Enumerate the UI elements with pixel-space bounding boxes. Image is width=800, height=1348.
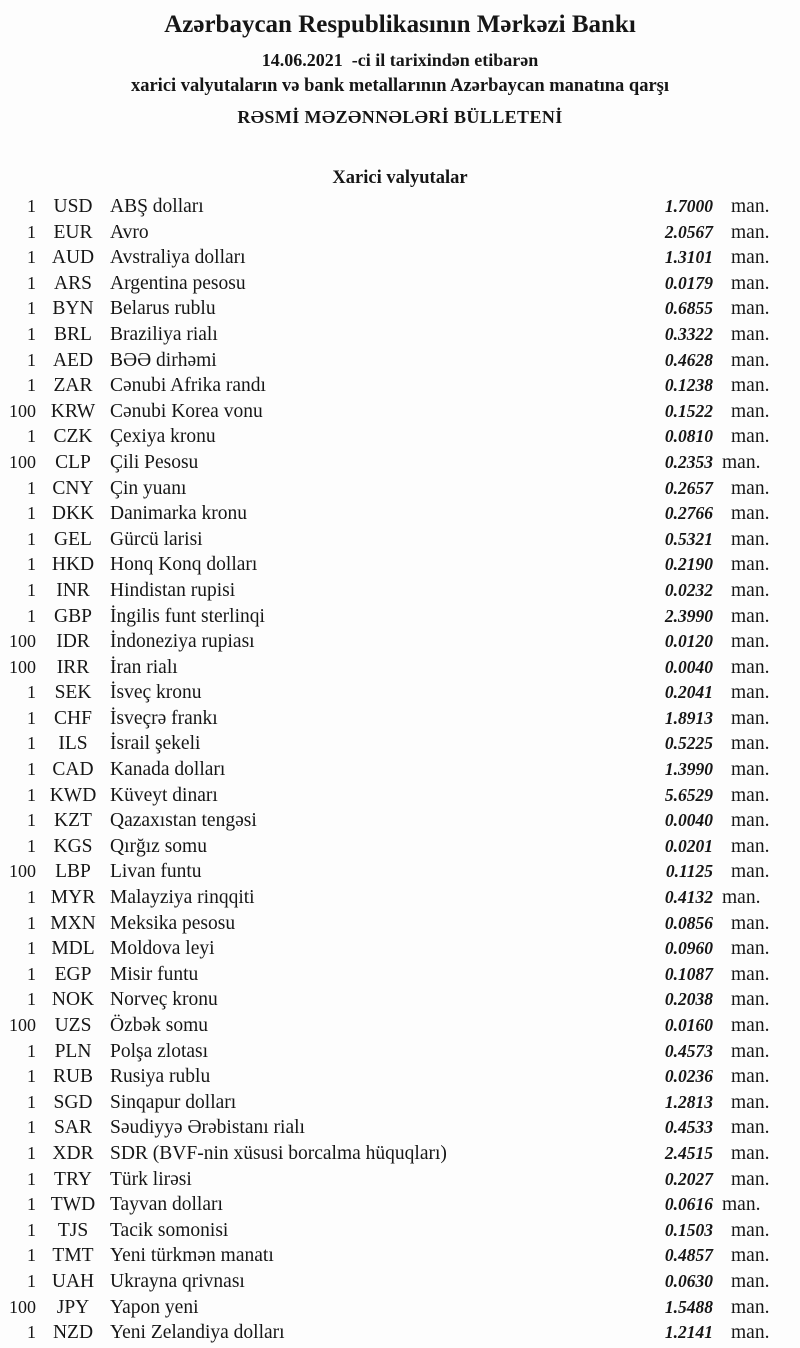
rate-row xyxy=(0,757,800,783)
rate-row xyxy=(0,322,800,348)
quantity-value: 1 xyxy=(27,323,36,344)
currency-name: Kanada dolları xyxy=(110,759,226,781)
quantity-value: 1 xyxy=(27,477,36,498)
quantity-value: 1 xyxy=(27,1270,36,1291)
currency-code: EGP xyxy=(54,963,92,985)
quantity-value: 1 xyxy=(27,579,36,600)
exchange-rate-value: 0.4132 xyxy=(664,887,713,908)
unit-label: man. xyxy=(731,579,770,601)
currency-code: XDR xyxy=(52,1142,94,1164)
exchange-rate-value: 0.2657 xyxy=(664,477,713,498)
currency-name: Küveyt dinarı xyxy=(110,784,218,806)
quantity-value: 1 xyxy=(27,963,36,984)
rate-row xyxy=(0,1320,800,1346)
unit-label: man. xyxy=(731,1091,770,1113)
exchange-rate-value: 0.0236 xyxy=(664,1066,713,1087)
quantity-value: 1 xyxy=(27,1219,36,1240)
exchange-rate-value: 2.3990 xyxy=(664,605,713,626)
quantity-value: 1 xyxy=(27,247,36,268)
rate-row xyxy=(0,1167,800,1193)
currency-code: EUR xyxy=(53,221,93,243)
exchange-rate-value: 2.0567 xyxy=(664,221,713,242)
quantity-value: 1 xyxy=(27,810,36,831)
currency-code: KRW xyxy=(50,400,96,422)
currency-code: MDL xyxy=(51,938,95,960)
unit-label: man. xyxy=(731,503,770,525)
currency-name: Ukrayna qrivnası xyxy=(110,1270,245,1292)
exchange-rate-value: 2.4515 xyxy=(664,1142,713,1163)
currency-name: Cənubi Afrika randı xyxy=(110,375,266,397)
rate-row xyxy=(0,936,800,962)
rate-row xyxy=(0,450,800,476)
rate-row xyxy=(0,424,800,450)
currency-name: Danimarka kronu xyxy=(110,503,247,525)
currency-name: Avstraliya dolları xyxy=(110,247,246,269)
currency-code: KGS xyxy=(53,835,93,857)
effective-date-line: 14.06.2021 -ci il tarixindən etibarən xyxy=(261,50,539,70)
quantity-value: 1 xyxy=(27,835,36,856)
exchange-rate-value: 0.2038 xyxy=(664,989,713,1010)
currency-name: Norveç kronu xyxy=(110,989,218,1011)
currency-code: TWD xyxy=(50,1194,96,1216)
unit-label: man. xyxy=(731,1322,770,1344)
unit-label: man. xyxy=(731,1168,770,1190)
currency-name: Livan funtu xyxy=(110,861,202,883)
unit-label: man. xyxy=(731,298,770,320)
exchange-rates-table xyxy=(0,194,800,1346)
currency-name: Moldova leyi xyxy=(110,938,215,960)
exchange-rate-value: 0.2041 xyxy=(664,682,713,703)
currency-code: KZT xyxy=(54,810,92,832)
unit-label: man. xyxy=(731,375,770,397)
quantity-value: 1 xyxy=(27,784,36,805)
quantity-value: 1 xyxy=(27,707,36,728)
rate-row xyxy=(0,680,800,706)
exchange-rate-value: 0.4573 xyxy=(664,1040,713,1061)
unit-label: man. xyxy=(731,631,770,653)
currency-code: CHF xyxy=(54,707,92,729)
rate-row xyxy=(0,1115,800,1141)
unit-label: man. xyxy=(731,221,770,243)
exchange-rate-value: 0.4628 xyxy=(664,349,713,370)
exchange-rate-value: 0.5225 xyxy=(664,733,713,754)
unit-label: man. xyxy=(731,861,770,883)
rate-row xyxy=(0,1192,800,1218)
quantity-value: 1 xyxy=(27,1322,36,1343)
rate-row xyxy=(0,1269,800,1295)
exchange-rate-value: 1.7000 xyxy=(664,196,713,216)
currency-code: SEK xyxy=(54,682,92,704)
exchange-rate-value: 1.2141 xyxy=(664,1322,713,1343)
currency-name: Yeni türkmən manatı xyxy=(110,1245,274,1267)
currency-name: Qazaxıstan tengəsi xyxy=(110,810,257,832)
unit-label: man. xyxy=(722,887,761,909)
currency-name: Polşa zlotası xyxy=(110,1040,209,1062)
currency-name: Türk lirəsi xyxy=(110,1168,192,1190)
unit-label: man. xyxy=(731,426,770,448)
rate-row xyxy=(0,373,800,399)
currency-code: TMT xyxy=(52,1245,94,1267)
exchange-rate-value: 0.0160 xyxy=(664,1015,713,1035)
unit-label: man. xyxy=(731,1296,770,1318)
exchange-rate-value: 0.1238 xyxy=(664,375,713,396)
currency-code: SGD xyxy=(53,1091,93,1113)
rate-row xyxy=(0,1090,800,1116)
quantity-value: 1 xyxy=(27,221,36,242)
unit-label: man. xyxy=(731,810,770,832)
exchange-rate-value: 0.1503 xyxy=(664,1219,713,1240)
quantity-value: 1 xyxy=(27,759,36,780)
rate-row xyxy=(0,271,800,297)
quantity-value: 1 xyxy=(27,554,36,575)
currency-name: İsveç kronu xyxy=(110,682,202,704)
unit-label: man. xyxy=(731,682,770,704)
currency-code: CZK xyxy=(53,426,93,448)
unit-label: man. xyxy=(731,1066,770,1088)
unit-label: man. xyxy=(731,784,770,806)
currency-name: Çili Pesosu xyxy=(110,451,199,473)
unit-label: man. xyxy=(731,733,770,755)
quantity-value: 1 xyxy=(27,1194,36,1215)
currency-name: Braziliya rialı xyxy=(110,323,218,345)
currency-code: LBP xyxy=(55,861,91,883)
exchange-rate-value: 0.1125 xyxy=(665,861,713,882)
currency-code: GEL xyxy=(54,528,92,550)
currency-name: BƏƏ dirhəmi xyxy=(110,349,217,371)
exchange-rate-value: 0.0810 xyxy=(664,426,713,447)
exchange-rate-value: 0.2027 xyxy=(664,1168,713,1189)
rate-row xyxy=(0,706,800,732)
currency-code: UZS xyxy=(54,1015,92,1036)
exchange-rate-value: 0.0201 xyxy=(664,835,713,856)
unit-label: man. xyxy=(731,1040,770,1062)
exchange-rate-value: 0.0960 xyxy=(664,938,713,959)
unit-label: man. xyxy=(731,272,770,294)
unit-label: man. xyxy=(731,1219,770,1241)
unit-label: man. xyxy=(731,656,770,678)
currency-code: NZD xyxy=(52,1322,94,1344)
quantity-value: 1 xyxy=(27,196,36,216)
exchange-rate-value: 0.2766 xyxy=(664,503,713,524)
unit-label: man. xyxy=(731,605,770,627)
exchange-rate-value: 0.0040 xyxy=(664,810,713,831)
currency-name: İsveçrə frankı xyxy=(110,707,218,729)
rate-row xyxy=(0,859,800,885)
unit-label: man. xyxy=(731,1117,770,1139)
exchange-rate-value: 0.3322 xyxy=(664,323,713,344)
currency-name: Argentina pesosu xyxy=(110,272,246,294)
exchange-rate-value: 0.0856 xyxy=(664,912,713,933)
rate-row xyxy=(0,731,800,757)
currency-code: TRY xyxy=(54,1168,92,1190)
rate-row xyxy=(0,834,800,860)
currency-name: Sinqapur dolları xyxy=(110,1091,237,1113)
currency-code: HKD xyxy=(51,554,95,576)
unit-label: man. xyxy=(722,451,761,473)
currency-name: Rusiya rublu xyxy=(110,1066,211,1088)
rate-row xyxy=(0,911,800,937)
exchange-rate-value: 0.0630 xyxy=(664,1270,713,1291)
currency-code: ARS xyxy=(54,272,92,294)
currency-name: Gürcü larisi xyxy=(110,528,203,550)
quantity-value: 1 xyxy=(27,1066,36,1087)
quantity-value: 100 xyxy=(9,1296,36,1317)
currency-name: Malayziya rinqqiti xyxy=(110,887,255,909)
currency-name: Honq Konq dolları xyxy=(110,554,258,576)
exchange-rate-value: 0.6855 xyxy=(664,298,713,319)
currency-code: INR xyxy=(56,579,90,601)
currency-name: Yapon yeni xyxy=(110,1296,199,1318)
currency-name: Cənubi Korea vonu xyxy=(110,400,263,422)
quantity-value: 1 xyxy=(27,298,36,319)
rate-row xyxy=(0,552,800,578)
quantity-value: 1 xyxy=(27,1117,36,1138)
rate-row xyxy=(0,1039,800,1065)
unit-label: man. xyxy=(731,1015,770,1036)
currency-code: RUB xyxy=(52,1066,94,1088)
exchange-rate-value: 0.5321 xyxy=(664,528,713,549)
rate-row xyxy=(0,220,800,246)
exchange-rate-value: 0.0616 xyxy=(664,1194,713,1215)
currency-name: Səudiyyə Ərəbistanı rialı xyxy=(110,1117,305,1139)
unit-label: man. xyxy=(731,349,770,371)
unit-label: man. xyxy=(731,963,770,985)
exchange-rate-value: 0.0179 xyxy=(664,272,713,293)
rate-row xyxy=(0,1218,800,1244)
currency-name: İsrail şekeli xyxy=(110,733,201,755)
rate-row xyxy=(0,962,800,988)
currency-code: CNY xyxy=(52,477,94,499)
unit-label: man. xyxy=(731,1245,770,1267)
currency-code: DKK xyxy=(51,503,95,525)
currency-name: Meksika pesosu xyxy=(110,912,236,934)
quantity-value: 1 xyxy=(27,1245,36,1266)
exchange-rate-value: 0.0040 xyxy=(664,656,713,677)
currency-code: IDR xyxy=(56,631,90,653)
exchange-rate-value: 0.0120 xyxy=(664,631,713,652)
unit-label: man. xyxy=(731,938,770,960)
currency-name: SDR (BVF-nin xüsusi borcalma hüquqları) xyxy=(110,1142,447,1164)
currency-code: CAD xyxy=(52,759,94,781)
currency-code: CLP xyxy=(55,451,91,473)
quantity-value: 100 xyxy=(9,861,36,882)
rate-row xyxy=(0,527,800,553)
rate-row xyxy=(0,808,800,834)
quantity-value: 1 xyxy=(27,1040,36,1061)
exchange-rate-value: 1.5488 xyxy=(664,1296,713,1317)
quantity-value: 1 xyxy=(27,528,36,549)
rate-row xyxy=(0,476,800,502)
unit-label: man. xyxy=(731,528,770,550)
quantity-value: 1 xyxy=(27,887,36,908)
currency-code: ZAR xyxy=(53,375,93,397)
currency-code: KWD xyxy=(49,784,97,806)
exchange-rate-value: 1.3990 xyxy=(664,759,713,780)
quantity-value: 100 xyxy=(9,451,36,472)
quantity-value: 100 xyxy=(9,631,36,652)
bulletin-subtitle: xarici valyutaların və bank metallarının Azərbaycan manatına qarşı xyxy=(130,76,670,96)
quantity-value: 1 xyxy=(27,733,36,754)
unit-label: man. xyxy=(731,1270,770,1292)
rate-row xyxy=(0,1243,800,1269)
unit-label: man. xyxy=(731,989,770,1011)
rate-row xyxy=(0,987,800,1013)
rate-row xyxy=(0,655,800,681)
currency-code: BYN xyxy=(52,298,94,320)
exchange-rate-value: 1.2813 xyxy=(664,1091,713,1112)
section-title-foreign-currencies: Xarici valyutalar xyxy=(332,168,468,188)
rate-row xyxy=(0,629,800,655)
quantity-value: 1 xyxy=(27,426,36,447)
unit-label: man. xyxy=(731,1142,770,1164)
exchange-rate-value: 0.1087 xyxy=(664,963,713,984)
document-header xyxy=(0,0,800,127)
rate-row xyxy=(0,194,800,220)
unit-label: man. xyxy=(731,477,770,499)
quantity-value: 1 xyxy=(27,1142,36,1163)
currency-name: Misir funtu xyxy=(110,963,199,985)
quantity-value: 1 xyxy=(27,912,36,933)
exchange-rate-value: 0.4857 xyxy=(664,1245,713,1266)
currency-name: Tayvan dolları xyxy=(110,1194,223,1216)
rate-row xyxy=(0,1064,800,1090)
quantity-value: 100 xyxy=(9,400,36,421)
quantity-value: 100 xyxy=(9,656,36,677)
unit-label: man. xyxy=(731,554,770,576)
rate-row xyxy=(0,885,800,911)
quantity-value: 1 xyxy=(27,938,36,959)
quantity-value: 1 xyxy=(27,1091,36,1112)
currency-code: AED xyxy=(52,349,94,371)
currency-code: NOK xyxy=(51,989,95,1011)
unit-label: man. xyxy=(731,835,770,857)
quantity-value: 100 xyxy=(9,1015,36,1035)
unit-label: man. xyxy=(722,1194,761,1216)
currency-code: TJS xyxy=(57,1219,89,1241)
currency-name: Qırğız somu xyxy=(110,835,207,857)
bulletin-title: RƏSMİ MƏZƏNNƏLƏRİ BÜLLETENİ xyxy=(237,107,563,127)
quantity-value: 1 xyxy=(27,989,36,1010)
exchange-rate-value: 0.2190 xyxy=(664,554,713,575)
quantity-value: 1 xyxy=(27,605,36,626)
rate-row xyxy=(0,1013,800,1039)
rate-row xyxy=(0,296,800,322)
currency-code: AUD xyxy=(51,247,95,269)
exchange-rate-value: 0.1522 xyxy=(664,400,713,421)
currency-code: MXN xyxy=(50,912,96,934)
exchange-rate-value: 5.6529 xyxy=(664,784,713,805)
currency-name: Avro xyxy=(110,221,149,243)
currency-name: İngilis funt sterlinqi xyxy=(110,605,265,627)
quantity-value: 1 xyxy=(27,503,36,524)
rate-row xyxy=(0,578,800,604)
quantity-value: 1 xyxy=(27,272,36,293)
currency-code: MYR xyxy=(50,887,96,909)
currency-name: İndoneziya rupiası xyxy=(110,631,255,653)
rate-row xyxy=(0,348,800,374)
currency-code: UAH xyxy=(51,1270,95,1292)
unit-label: man. xyxy=(731,400,770,422)
currency-name: Belarus rublu xyxy=(110,298,216,320)
bank-name-title: Azərbaycan Respublikasının Mərkəzi Bankı xyxy=(164,11,636,38)
currency-name: İran rialı xyxy=(110,656,178,678)
currency-name: Tacik somonisi xyxy=(110,1219,229,1241)
exchange-rate-value: 0.2353 xyxy=(664,451,713,472)
currency-name: Yeni Zelandiya dolları xyxy=(110,1322,285,1344)
rate-row xyxy=(0,783,800,809)
unit-label: man. xyxy=(731,759,770,781)
currency-name: Özbək somu xyxy=(110,1015,209,1036)
currency-code: IRR xyxy=(56,656,90,678)
rate-row xyxy=(0,399,800,425)
rate-row xyxy=(0,1141,800,1167)
currency-code: GBP xyxy=(54,605,92,627)
currency-name: ABŞ dolları xyxy=(110,196,204,217)
unit-label: man. xyxy=(731,247,770,269)
currency-code: JPY xyxy=(56,1296,90,1318)
currency-code: PLN xyxy=(54,1040,92,1062)
quantity-value: 1 xyxy=(27,682,36,703)
unit-label: man. xyxy=(731,912,770,934)
rate-row xyxy=(0,245,800,271)
currency-code: ILS xyxy=(58,733,88,755)
unit-label: man. xyxy=(731,323,770,345)
currency-code: SAR xyxy=(54,1117,92,1139)
unit-label: man. xyxy=(731,707,770,729)
exchange-rate-value: 1.8913 xyxy=(664,707,713,728)
exchange-rate-value: 0.0232 xyxy=(664,579,713,600)
currency-code: USD xyxy=(53,196,93,217)
currency-name: Hindistan rupisi xyxy=(110,579,236,601)
rate-row xyxy=(0,1295,800,1321)
currency-name: Çin yuanı xyxy=(110,477,187,499)
rate-row xyxy=(0,604,800,630)
currency-code: BRL xyxy=(54,323,92,345)
currency-name: Çexiya kronu xyxy=(110,426,216,448)
quantity-value: 1 xyxy=(27,349,36,370)
exchange-rate-value: 1.3101 xyxy=(664,247,713,268)
rate-row xyxy=(0,501,800,527)
quantity-value: 1 xyxy=(27,1168,36,1189)
unit-label: man. xyxy=(731,196,770,217)
exchange-rate-value: 0.4533 xyxy=(664,1117,713,1138)
quantity-value: 1 xyxy=(27,375,36,396)
